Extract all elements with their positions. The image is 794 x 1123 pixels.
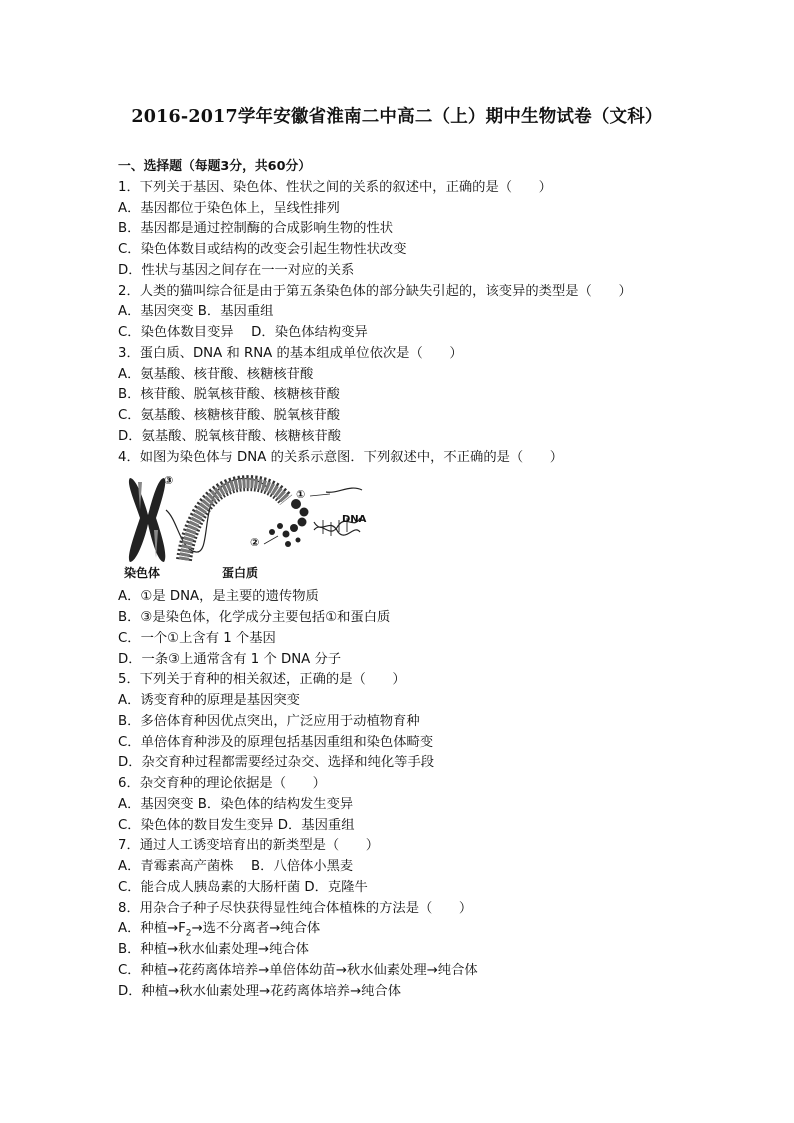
page-title: 2016-2017学年安徽省淮南二中高二（上）期中生物试卷（文科） [131,107,663,127]
question-7-options-cd: C．能合成人胰岛素的大肠杆菌 D．克隆牛 [118,879,368,895]
dna-label: DNA [342,514,367,526]
question-6-stem: 6．杂交育种的理论依据是（ ） [118,776,326,791]
question-1-stem: 1．下列关于基因、染色体、性状之间的关系的叙述中，正确的是（ ） [118,179,552,195]
nucleosome-beads [269,499,309,547]
question-4-stem: 4．如图为染色体与 DNA 的关系示意图．下列叙述中，不正确的是（ ） [118,449,564,465]
question-7-options-ab: A．青霉素高产菌株 B．八倍体小黑麦 [118,859,354,874]
marker-3: ③ [164,474,174,488]
question-1-option-c: C．染色体数目或结构的改变会引起生物性状改变 [118,242,407,257]
exam-content [118,157,718,1002]
question-8-option-a [118,919,718,940]
question-1-option-b: B．基因都是通过控制酶的合成影响生物的性状 [118,221,394,237]
question-3-stem: 3．蛋白质、DNA 和 RNA 的基本组成单位依次是（ ） [118,345,463,361]
question-3-option-a: A．氨基酸、核苷酸、核糖核苷酸 [118,366,314,382]
question-4-option-d: D．一条③上通常含有 1 个 DNA 分子 [118,651,342,667]
question-1-option-a: A．基因都位于染色体上，呈线性排列 [118,200,340,216]
question-4-option-c: C．一个①上含有 1 个基因 [118,630,276,646]
q8-a-subscript: 2 [185,928,192,939]
question-2-options-ab: A．基因突变 B．基因重组 [118,304,274,320]
chromosome-shape [129,478,165,562]
marker-2: ② [250,536,260,550]
question-3-option-b: B．核苷酸、脱氧核苷酸、核糖核苷酸 [118,387,340,403]
question-6-options-ab: A．基因突变 B．染色体的结构发生变异 [118,796,354,812]
question-8-option-d: D．种植→秋水仙素处理→花药离体培养→纯合体 [118,983,402,999]
question-4-option-a: A．①是 DNA，是主要的遗传物质 [118,589,319,605]
question-6-options-cd: C．染色体的数目发生变异 D．基因重组 [118,817,355,833]
marker-1: ① [296,488,306,502]
question-2-options-cd: C．染色体数目变异 D．染色体结构变异 [118,325,368,340]
chromosome-label: 染色体 [124,566,161,581]
question-2-stem: 2．人类的猫叫综合征是由于第五条染色体的部分缺失引起的，该变异的类型是（ ） [118,283,632,299]
question-1-option-d: D．性状与基因之间存在一一对应的关系 [118,262,355,278]
question-5-option-a: A．诱变育种的原理是基因突变 [118,693,300,708]
question-8-stem: 8．用杂合子种子尽快获得显性纯合体植株的方法是（ ） [118,900,473,916]
question-5-option-b: B．多倍体育种因优点突出，广泛应用于动植物育种 [118,713,420,729]
question-5-option-d: D．杂交育种过程都需要经过杂交、选择和纯化等手段 [118,755,435,771]
question-5-stem: 5．下列关于育种的相关叙述，正确的是（ ） [118,672,406,688]
question-4-option-b: B．③是染色体，化学成分主要包括①和蛋白质 [118,610,391,625]
question-8-option-c: C．种植→花药离体培养→单倍体幼苗→秋水仙素处理→纯合体 [118,962,478,978]
q8-a-prefix: A．种植→F [118,921,186,937]
q8-a-suffix: →选不分离者→纯合体 [191,921,321,937]
question-7-stem: 7．通过人工诱变培育出的新类型是（ ） [118,838,380,854]
chromatin-coil [166,479,286,561]
chromosome-dna-figure [118,470,378,584]
question-8-option-b: B．种植→秋水仙素处理→纯合体 [118,942,309,957]
question-3-option-d: D．氨基酸、脱氧核苷酸、核糖核苷酸 [118,428,341,444]
section-heading: 一、选择题（每题3分，共60分） [118,159,312,174]
question-3-option-c: C．氨基酸、核糖核苷酸、脱氧核苷酸 [118,408,341,423]
question-5-option-c: C．单倍体育种涉及的原理包括基因重组和染色体畸变 [118,734,434,750]
protein-label: 蛋白质 [222,566,259,581]
